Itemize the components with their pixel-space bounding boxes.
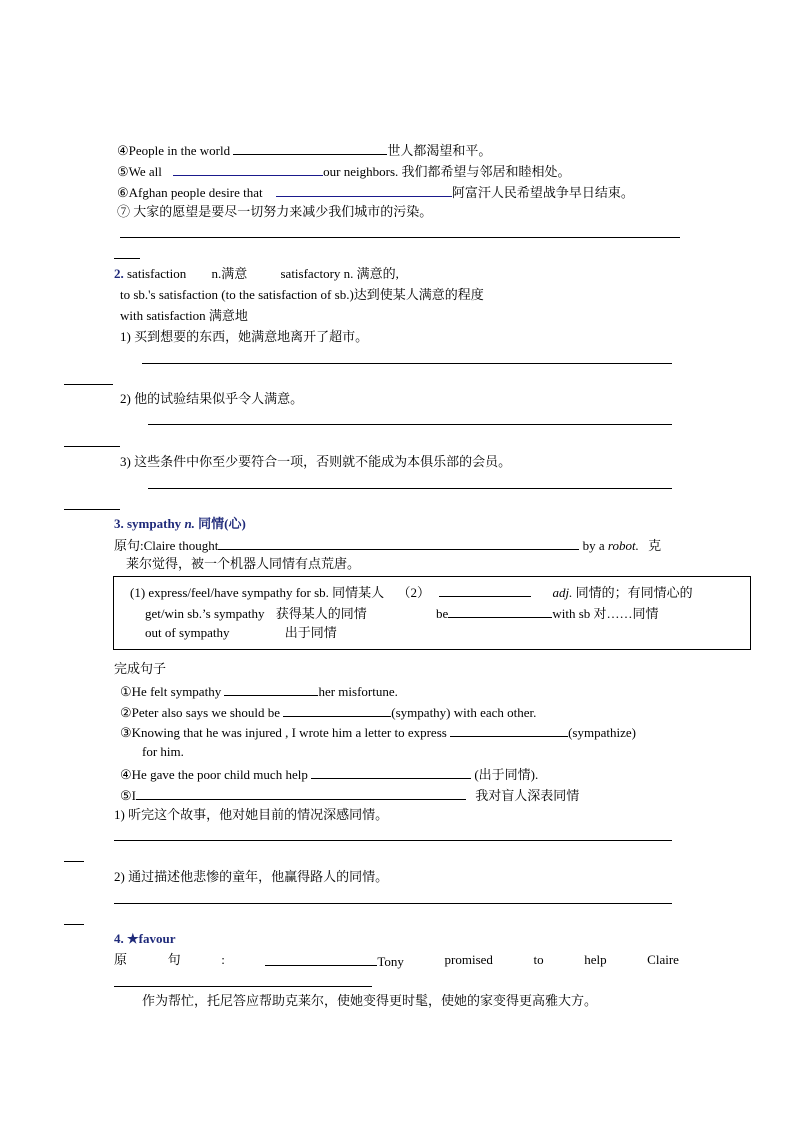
answer-blank[interactable] <box>218 536 579 550</box>
phrase-line: with satisfaction 满意地 <box>120 308 248 323</box>
section-number: 3. <box>114 516 124 531</box>
answer-line-tail[interactable] <box>64 384 113 385</box>
sentence-text: ⑥Afghan people desire that <box>117 185 263 200</box>
vocab-pos: n. <box>184 516 195 531</box>
section-number: 2. <box>114 266 124 281</box>
answer-line-tail[interactable] <box>64 446 120 447</box>
usage-phrase: out of sympathy <box>145 625 230 640</box>
usage-phrase: be <box>436 606 449 621</box>
answer-line[interactable] <box>142 363 672 364</box>
complete-4 <box>120 765 538 783</box>
vocab-meaning: n.满意 <box>211 266 248 281</box>
answer-blank[interactable] <box>311 765 471 779</box>
original-sentence <box>114 536 661 554</box>
answer-blank[interactable] <box>276 183 452 197</box>
usage-line-1 <box>130 583 693 601</box>
vocab-word: satisfactory n. <box>280 266 354 281</box>
translation-question: 2) 通过描述他悲惨的童年，他赢得路人的同情。 <box>114 869 389 884</box>
usage-phrase: (1) express/feel/have sympathy for sb. <box>130 585 329 600</box>
sentence-text: 克 <box>648 538 662 553</box>
translation-question: 1) 听完这个故事，他对她目前的情况深感同情。 <box>114 807 389 822</box>
usage-line-2 <box>145 604 659 622</box>
complete-3 <box>120 723 636 741</box>
answer-line-tail[interactable] <box>114 258 140 259</box>
sentence-text: 世人都渴望和平。 <box>387 143 492 158</box>
answer-blank[interactable] <box>448 604 552 618</box>
answer-blank[interactable] <box>283 703 391 717</box>
usage-line-3 <box>145 625 337 641</box>
sentence-7: ⑦ 大家的愿望是要尽一切努力来减少我们城市的污染。 <box>117 204 433 219</box>
sentence-text: 我们都希望与邻居和睦相处。 <box>401 164 571 179</box>
answer-blank[interactable] <box>265 952 377 966</box>
answer-blank[interactable] <box>233 141 387 155</box>
sentence-text: : <box>221 952 225 967</box>
exercise-title: 完成句子 <box>114 661 167 676</box>
translation-question: 1) 买到想要的东西，她满意地离开了超市。 <box>120 329 369 344</box>
sentence-text: 我对盲人深表同情 <box>475 788 580 803</box>
answer-line-tail[interactable] <box>64 861 84 862</box>
vocab-word: favour <box>138 931 176 946</box>
section-2-heading <box>114 266 399 282</box>
translation-question: 3) 这些条件中你至少要符合一项，否则就不能成为本俱乐部的会员。 <box>120 454 512 469</box>
phrase-line: to sb.'s satisfaction (to the satisfaction of sb.)达到使某人满意的程度 <box>120 287 484 302</box>
sentence-text: to <box>533 952 544 967</box>
answer-line-tail[interactable] <box>64 509 120 510</box>
vocab-word: sympathy <box>127 516 182 531</box>
sentence-text: Tony <box>377 954 404 969</box>
sentence-text: ④He gave the poor child much help <box>120 767 308 782</box>
vocab-meaning: 同情(心) <box>198 516 246 531</box>
answer-blank[interactable] <box>439 583 531 597</box>
sentence-translation: 作为帮忙，托尼答应帮助克莱尔，使她变得更时髦，使她的家变得更高雅大方。 <box>142 993 598 1008</box>
answer-blank[interactable] <box>224 682 318 696</box>
sentence-text: by a <box>582 538 605 553</box>
sentence-text: help <box>584 952 607 967</box>
sentence-text: ②Peter also says we should be <box>120 705 281 720</box>
section-4-heading <box>114 931 176 947</box>
sentence-text: (sympathy) with each other. <box>391 705 537 720</box>
sentence-text: 原 <box>114 952 128 967</box>
answer-line[interactable] <box>120 237 680 238</box>
section-number: 4. <box>114 931 124 946</box>
sentence-text: ④People in the world <box>117 143 231 158</box>
sentence-4 <box>117 141 491 159</box>
sentence-6 <box>117 183 634 201</box>
answer-blank[interactable] <box>136 786 466 800</box>
section-3-heading <box>114 516 246 532</box>
sentence-5 <box>117 162 571 180</box>
usage-meaning: 同情的；有同情心的 <box>575 585 693 600</box>
usage-meaning: 获得某人的同情 <box>275 606 367 621</box>
sentence-text: our neighbors. <box>323 164 399 179</box>
complete-1 <box>120 682 398 700</box>
vocab-meaning: 满意的, <box>356 266 399 281</box>
star-icon: ★ <box>127 931 139 946</box>
usage-meaning: 出于同情 <box>284 625 337 640</box>
answer-line[interactable] <box>114 986 372 987</box>
sentence-text: 原句:Claire thought <box>114 538 219 553</box>
sentence-text: ③Knowing that he was injured , I wrote him a letter to express <box>120 725 447 740</box>
sentence-text: ⑤I <box>120 788 136 803</box>
translation-question: 2) 他的试验结果似乎令人满意。 <box>120 391 304 406</box>
sentence-text: 阿富汗人民希望战争早日结束。 <box>451 185 634 200</box>
sentence-text: ①He felt sympathy <box>120 684 222 699</box>
sentence-text: ⑤We all <box>117 164 162 179</box>
sentence-continuation: for him. <box>142 744 184 759</box>
sentence-text: robot. <box>607 538 639 553</box>
complete-5 <box>120 786 579 804</box>
answer-line-tail[interactable] <box>64 924 84 925</box>
answer-line[interactable] <box>114 840 672 841</box>
answer-blank[interactable] <box>173 162 323 176</box>
sentence-text: her misfortune. <box>318 684 398 699</box>
usage-phrase: get/win sb.’s sympathy <box>145 606 265 621</box>
complete-2 <box>120 703 536 721</box>
answer-line[interactable] <box>148 424 672 425</box>
sentence-text: 句 <box>167 952 181 967</box>
sentence-text: promised <box>444 952 493 967</box>
sentence-text: (sympathize) <box>568 725 636 740</box>
usage-meaning: 同情某人 <box>332 585 385 600</box>
sentence-text: Claire <box>647 952 679 967</box>
sentence-text: (出于同情). <box>474 767 539 782</box>
answer-blank[interactable] <box>450 723 568 737</box>
usage-meaning: with sb 对……同情 <box>552 606 659 621</box>
vocab-word: satisfaction <box>127 266 187 281</box>
answer-line[interactable] <box>148 488 672 489</box>
usage-number: （2） <box>397 585 430 600</box>
answer-line[interactable] <box>114 903 672 904</box>
original-sentence <box>114 952 679 970</box>
sentence-translation: 莱尔觉得，被一个机器人同情有点荒唐。 <box>126 556 361 571</box>
usage-pos: adj. <box>552 585 573 600</box>
